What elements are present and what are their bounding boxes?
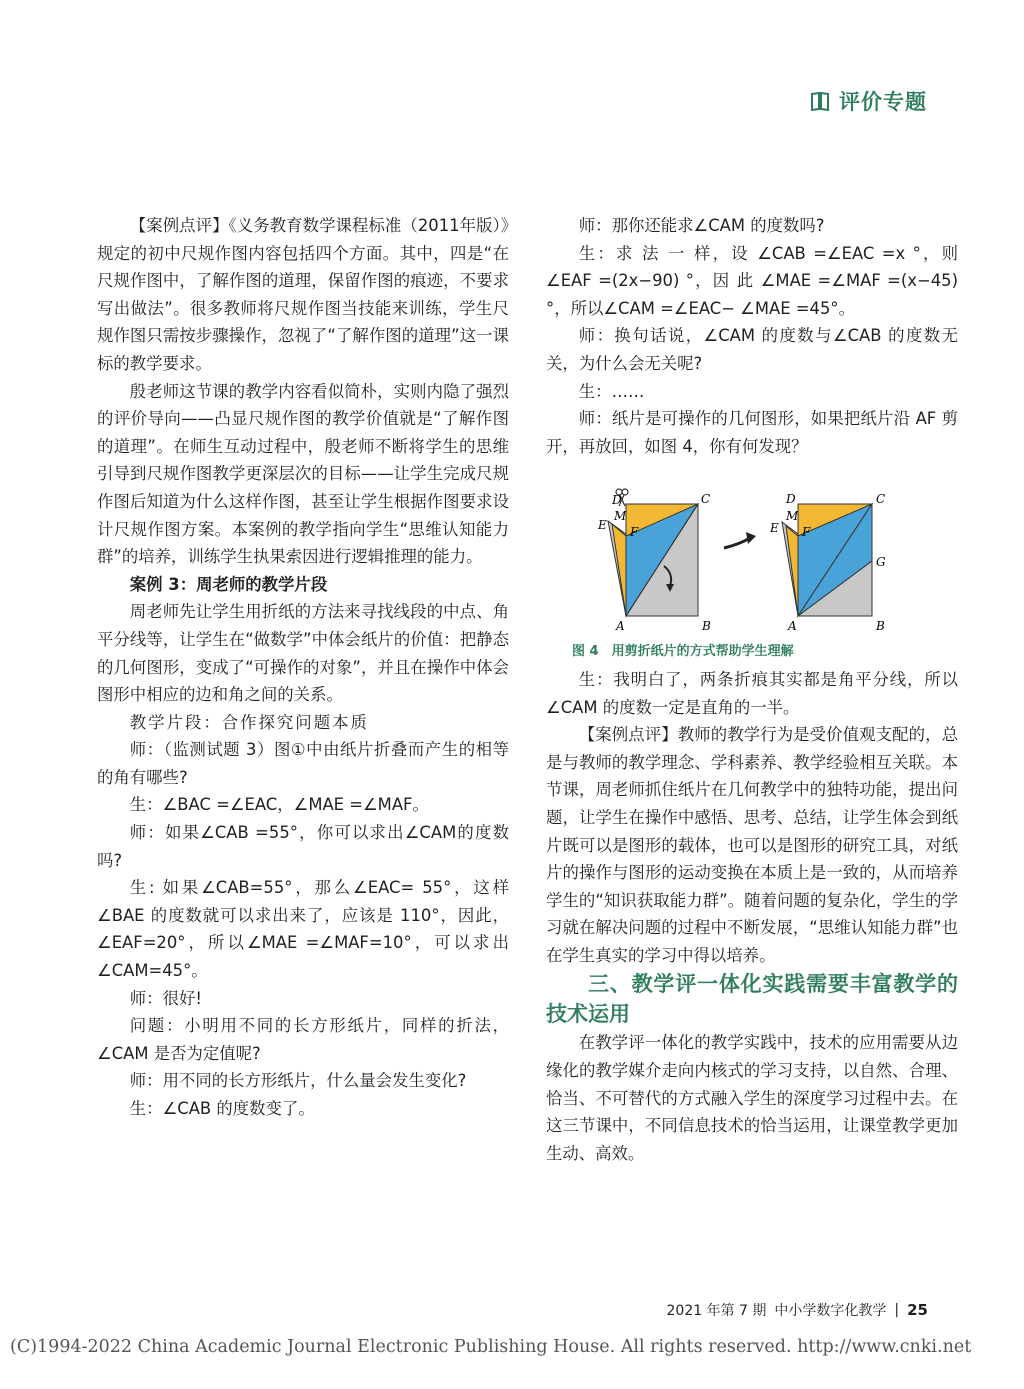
paragraph-3: 周老师先让学生用折纸的方法来寻找线段的中点、角平分线等，让学生在“做数学”中体会纸片的价值：把静态的几何图形，变成了“可操作的对象”，并且在操作中体会图形中相应的边和角之间的关系。 [97,602,509,705]
page-footer [667,1300,928,1320]
copyright-notice: (C)1994-2022 China Academic Journal Electronic Publishing House. All rights reserved. http://www.cnki.net [10,1337,972,1357]
footer-divider: | [894,1302,900,1318]
right-dialogue-2: 生：求 法 一 样，设 ∠CAB =∠EAC =x °，则∠EAF =(2x−90) °，因 此 ∠MAE =∠MAF =(x−45)°，所以∠CAM =∠EAC− ∠MAE =45°。 [546,243,958,318]
book-icon [809,90,831,112]
figure-4 [546,466,958,634]
dialogue-3: 师：如果∠CAB =55°，你可以求出∠CAM的度数吗? [97,823,509,870]
curved-arrow-icon [724,532,756,548]
footer-issue: 2021 年第 7 期 [666,1303,767,1319]
left-label-d: D [612,493,622,508]
right-label-d: D [786,492,796,507]
dialogue-7: 师：用不同的长方形纸片，什么量会发生变化? [129,1071,467,1091]
section-3-title: 三、教学评一体化实践需要丰富教学的技术运用 [546,972,958,1027]
section-3-paragraph: 在教学评一体化的教学实践中，技术的应用需要从边缘化的教学媒介走向内核式的学习支持，以自然、合理、恰当、不可替代的方式融入学生的深度学习过程中去。在这三节课中，不同信息技术的恰当运用，让课堂教学更加生动、高效。 [546,1033,958,1163]
dialogue-6: 问题：小明用不同的长方形纸片，同样的折法，∠CAM 是否为定值呢? [97,1016,509,1063]
left-label-f: F [630,525,639,540]
page-header [809,86,927,116]
right-column [546,212,958,1167]
right-dialogue-3: 师：换句话说，∠CAM 的度数与∠CAB 的度数无关，为什么会无关呢? [546,326,958,373]
right-label-c: C [876,492,886,507]
right-dialogue-4: 生：…… [578,381,645,401]
right-label-b: B [876,619,885,634]
case-review-paragraph-2: 【案例点评】教师的教学行为是受价值观支配的，总是与教师的教学理念、学科素养、教学经验相互关联。本节课，周老师抓住纸片在几何教学中的独特功能，提出问题，让学生在操作中感悟、思考、总结，让学生体会到纸片既可以是图形的载体，也可以是图形的研究工具，对纸片的操作与图形的运动变换在本质上是一致的，从而培养学生的“知识获取能力群”。随着问题的复杂化，学生的学习就在解决问题的过程中不断发展，“思维认知能力群”也在学生真实的学习中得以培养。 [546,725,958,965]
left-label-e: E [598,518,607,533]
left-label-a: A [616,619,625,634]
dialogue-8: 生：∠CAB 的度数变了。 [129,1099,315,1118]
page-number: 25 [907,1301,928,1319]
dialogue-2: 生：∠BAC =∠EAC，∠MAE =∠MAF。 [129,795,429,815]
case-3-heading: 案例 3：周老师的教学片段 [129,574,328,594]
figure-caption: 图 4 用剪折纸片的方式帮助学生理解 [572,644,794,660]
right-label-g: G [876,555,886,570]
paragraph-2: 殷老师这节课的教学内容看似简朴，实则内隐了强烈的评价导向——凸显尺规作图的教学价值就是“了解作图的道理”。在师生互动过程中，殷老师不断将学生的思维引导到尺规作图教学更深层次的目标——让学生完成尺规作图后知道为什么这样作图，甚至让学生根据作图要求设计尺规作图方案。本案例的教学指向学生“思维认知能力群”的培养，训练学生执果索因进行逻辑推理的能力。 [97,381,509,567]
left-label-c: C [701,492,711,507]
paper-folding-diagram [546,466,958,634]
right-dialogue-1: 师：那你还能求∠CAM 的度数吗? [578,216,825,235]
left-label-m: M [614,509,627,524]
dialogue-1: 师：（监测试题 3）图①中由纸片折叠而产生的相等的角有哪些? [97,740,509,787]
right-label-f: F [802,525,811,540]
right-label-m: M [786,509,799,524]
left-column [97,212,509,1123]
footer-journal: 中小学数字化教学 [774,1303,887,1319]
fragment-title: 教学片段：合作探究问题本质 [129,712,369,732]
dialogue-5: 师：很好! [129,988,202,1008]
right-dialogue-5: 师：纸片是可操作的几何图形，如果把纸片沿 AF 剪开，再放回，如图 4，你有何发现？ [546,409,958,456]
right-dialogue-6: 生：我明白了，两条折痕其实都是角平分线，所以∠CAM 的度数一定是直角的一半。 [546,669,958,717]
dialogue-4: 生: 如果∠CAB=55°，那么∠EAC= 55°，这样∠BAE 的度数就可以求出来了，应该是 110°，因此，∠EAF=20°，所以∠MAE =∠MAF=10°，可以求出∠CAM=45°。 [97,878,509,981]
case-review-paragraph-1: 【案例点评】《义务教育数学课程标准（2011年版）》规定的初中尺规作图内容包括四个方面。其中，四是“在尺规作图中，了解作图的道理，保留作图的痕迹，不要求写出做法”。很多教师将尺规作图当技能来训练，学生尺规作图只需按步骤操作，忽视了“了解作图的道理”这一课标的教学要求。 [97,216,509,373]
right-label-a: A [788,619,797,634]
left-label-b: B [702,619,711,634]
section-header-title: 评价专题 [839,90,927,114]
right-label-e: E [770,521,779,536]
